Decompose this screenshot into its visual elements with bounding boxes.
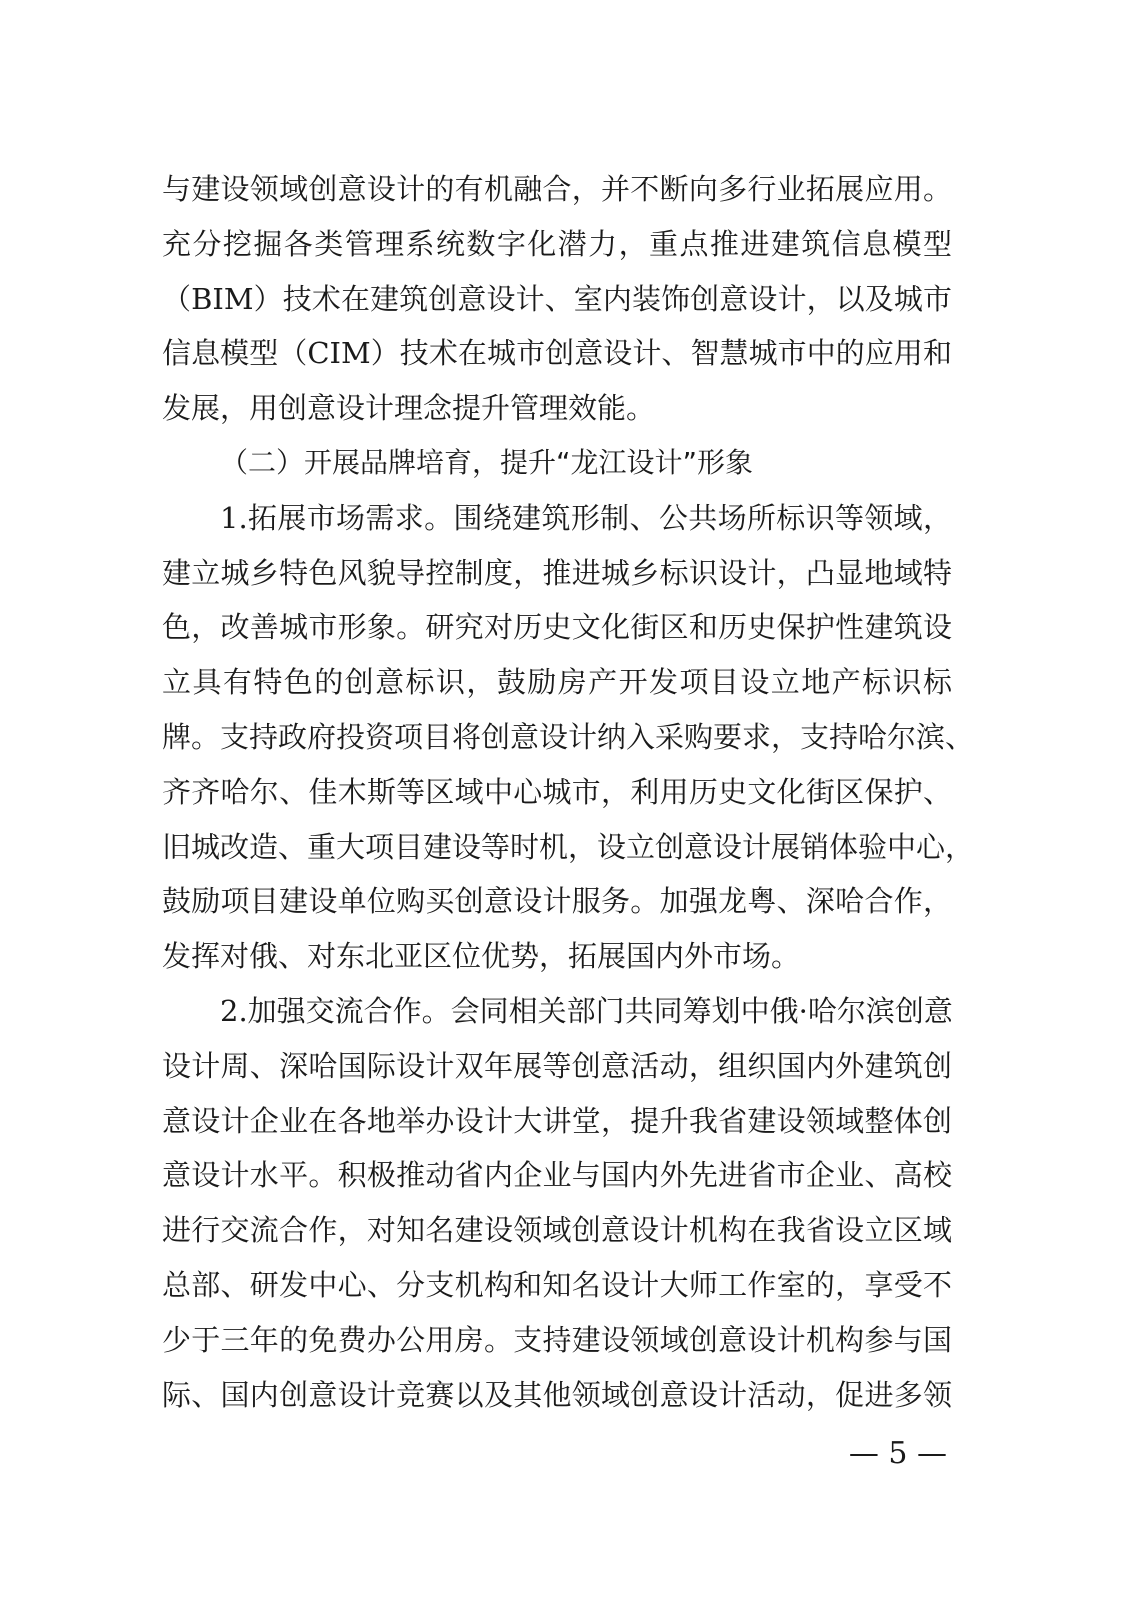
document-body — [162, 162, 975, 1422]
paragraph-line: 色，改善城市形象。研究对历史文化街区和历史保护性建筑设 — [162, 610, 952, 645]
paragraph-line: 鼓励项目建设单位购买创意设计服务。加强龙粤、深哈合作， — [162, 884, 952, 919]
paragraph-line: 设计周、深哈国际设计双年展等创意活动，组织国内外建筑创 — [162, 1048, 952, 1083]
paragraph-line: 信息模型（CIM）技术在城市创意设计、智慧城市中的应用和 — [162, 336, 952, 371]
paragraph-line: 建立城乡特色风貌导控制度，推进城乡标识设计，凸显地域特 — [162, 555, 952, 590]
paragraph-line: 总部、研发中心、分支机构和知名设计大师工作室的，享受不 — [162, 1267, 952, 1302]
paragraph-line: 2.加强交流合作。会同相关部门共同筹划中俄·哈尔滨创意 — [220, 993, 953, 1028]
page-number: — 5 — — [848, 1436, 947, 1471]
paragraph-line: 1.拓展市场需求。围绕建筑形制、公共场所标识等领域， — [220, 500, 952, 535]
paragraph-line: 发展，用创意设计理念提升管理效能。 — [162, 391, 656, 426]
paragraph-line: 进行交流合作，对知名建设领域创意设计机构在我省设立区域 — [162, 1213, 952, 1248]
paragraph-line: 牌。支持政府投资项目将创意设计纳入采购要求，支持哈尔滨、 — [162, 719, 975, 754]
paragraph-line: 际、国内创意设计竞赛以及其他领域创意设计活动，促进多领 — [162, 1377, 952, 1412]
paragraph-line: 与建设领域创意设计的有机融合，并不断向多行业拓展应用。 — [162, 172, 952, 206]
paragraph-line: 少于三年的免费办公用房。支持建设领域创意设计机构参与国 — [162, 1322, 952, 1357]
paragraph-line: （BIM）技术在建筑创意设计、室内装饰创意设计，以及城市 — [162, 281, 952, 316]
paragraph-line: 发挥对俄、对东北亚区位优势，拓展国内外市场。 — [162, 939, 801, 974]
paragraph-line: 意设计企业在各地举办设计大讲堂，提升我省建设领域整体创 — [162, 1103, 952, 1138]
paragraph-line: 充分挖掘各类管理系统数字化潜力，重点推进建筑信息模型 — [162, 226, 952, 261]
paragraph-line: 立具有特色的创意标识，鼓励房产开发项目设立地产标识标 — [162, 665, 952, 700]
section-heading: （二）开展品牌培育，提升“龙江设计”形象 — [220, 445, 754, 479]
paragraph-line: 意设计水平。积极推动省内企业与国内外先进省市企业、高校 — [162, 1158, 952, 1193]
paragraph-line: 齐齐哈尔、佳木斯等区域中心城市，利用历史文化街区保护、 — [162, 774, 952, 809]
paragraph-line: 旧城改造、重大项目建设等时机，设立创意设计展销体验中心， — [162, 829, 975, 864]
